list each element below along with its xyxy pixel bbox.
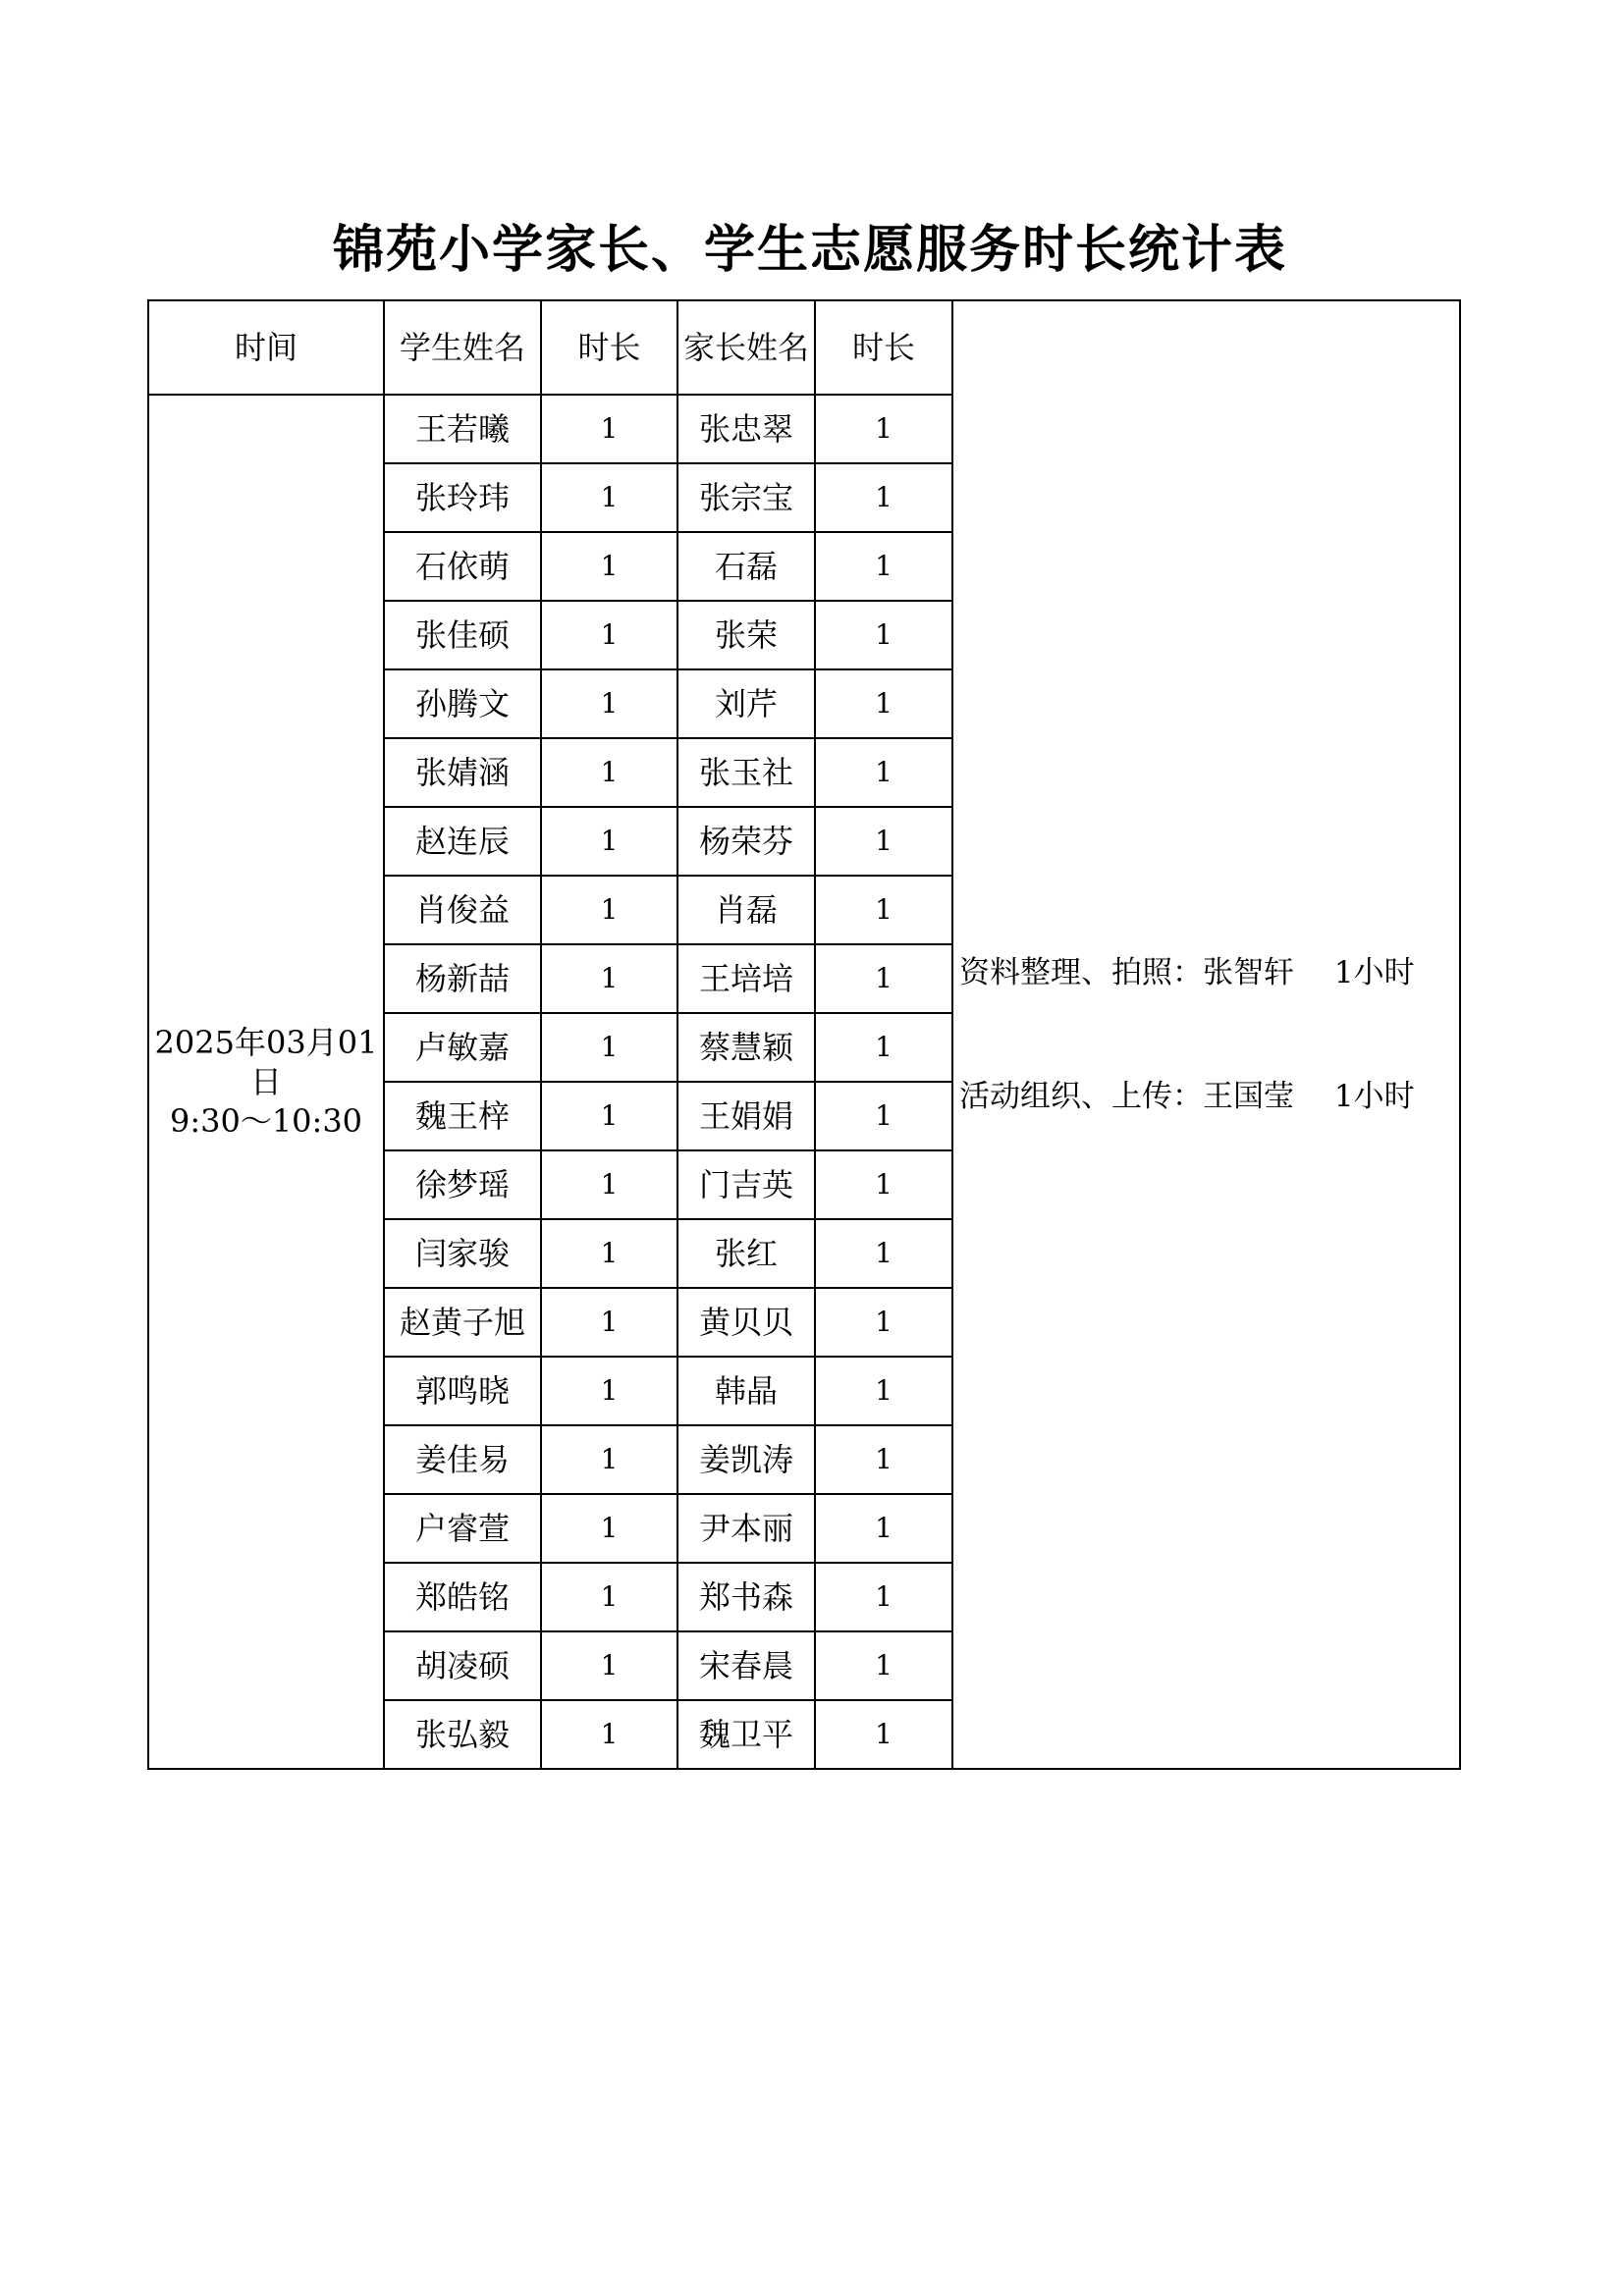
student-hours-cell: 1: [541, 1219, 677, 1288]
parent-name-cell: 王培培: [677, 944, 815, 1013]
parent-hours-cell: 1: [815, 944, 952, 1013]
parent-hours-cell: 1: [815, 1288, 952, 1357]
parent-hours-cell: 1: [815, 1013, 952, 1082]
student-hours-cell: 1: [541, 463, 677, 532]
parent-name-cell: 魏卫平: [677, 1700, 815, 1769]
student-name-cell: 赵黄子旭: [384, 1288, 541, 1357]
parent-hours-cell: 1: [815, 532, 952, 601]
student-hours-cell: 1: [541, 807, 677, 876]
student-hours-cell: 1: [541, 532, 677, 601]
parent-hours-cell: 1: [815, 1425, 952, 1494]
parent-hours-cell: 1: [815, 1219, 952, 1288]
parent-hours-cell: 1: [815, 1150, 952, 1219]
header-time: 时间: [148, 300, 384, 395]
student-hours-cell: 1: [541, 1425, 677, 1494]
parent-name-cell: 郑书森: [677, 1563, 815, 1631]
student-hours-cell: 1: [541, 1494, 677, 1563]
header-parent-hours: 时长: [815, 300, 952, 395]
parent-name-cell: 杨荣芬: [677, 807, 815, 876]
student-hours-cell: 1: [541, 738, 677, 807]
header-parent-name: 家长姓名: [677, 300, 815, 395]
session-time-line: 2025年03月01: [154, 1024, 378, 1061]
parent-name-cell: 张红: [677, 1219, 815, 1288]
parent-hours-cell: 1: [815, 738, 952, 807]
student-name-cell: 张佳硕: [384, 601, 541, 669]
parent-hours-cell: 1: [815, 395, 952, 463]
parent-name-cell: 张忠翠: [677, 395, 815, 463]
page-title: 锦苑小学家长、学生志愿服务时长统计表: [332, 221, 1287, 280]
student-name-cell: 姜佳易: [384, 1425, 541, 1494]
parent-name-cell: 姜凯涛: [677, 1425, 815, 1494]
student-name-cell: 胡凌硕: [384, 1631, 541, 1700]
parent-hours-cell: 1: [815, 601, 952, 669]
parent-name-cell: 石磊: [677, 532, 815, 601]
parent-hours-cell: 1: [815, 463, 952, 532]
student-name-cell: 王若曦: [384, 395, 541, 463]
parent-name-cell: 张玉社: [677, 738, 815, 807]
parent-name-cell: 黄贝贝: [677, 1288, 815, 1357]
parent-name-cell: 王娟娟: [677, 1082, 815, 1150]
session-time-cell: [148, 395, 384, 1769]
student-name-cell: 徐梦瑶: [384, 1150, 541, 1219]
student-name-cell: 卢敏嘉: [384, 1013, 541, 1082]
parent-hours-cell: 1: [815, 669, 952, 738]
parent-hours-cell: 1: [815, 1494, 952, 1563]
parent-name-cell: 张荣: [677, 601, 815, 669]
parent-name-cell: 韩晶: [677, 1357, 815, 1425]
student-hours-cell: 1: [541, 1288, 677, 1357]
student-name-cell: 户睿萱: [384, 1494, 541, 1563]
parent-name-cell: 蔡慧颖: [677, 1013, 815, 1082]
header-student-hours: 时长: [541, 300, 677, 395]
volunteer-hours-table: [147, 299, 1461, 1770]
note-line: 资料整理、拍照：张智轩 1小时: [959, 955, 1415, 990]
session-time-line: 9:30～10:30: [169, 1102, 363, 1140]
student-hours-cell: 1: [541, 944, 677, 1013]
student-hours-cell: 1: [541, 1150, 677, 1219]
student-name-cell: 魏王梓: [384, 1082, 541, 1150]
table-header-row: [148, 300, 1460, 395]
student-name-cell: 张弘毅: [384, 1700, 541, 1769]
student-name-cell: 张婧涵: [384, 738, 541, 807]
student-hours-cell: 1: [541, 601, 677, 669]
student-hours-cell: 1: [541, 1013, 677, 1082]
parent-name-cell: 宋春晨: [677, 1631, 815, 1700]
parent-name-cell: 门吉英: [677, 1150, 815, 1219]
header-student-name: 学生姓名: [384, 300, 541, 395]
student-hours-cell: 1: [541, 395, 677, 463]
parent-hours-cell: 1: [815, 807, 952, 876]
parent-hours-cell: 1: [815, 1563, 952, 1631]
student-hours-cell: 1: [541, 1357, 677, 1425]
student-hours-cell: 1: [541, 669, 677, 738]
student-hours-cell: 1: [541, 876, 677, 944]
parent-name-cell: 张宗宝: [677, 463, 815, 532]
note-line: 活动组织、上传：王国莹 1小时: [959, 1079, 1415, 1114]
parent-hours-cell: 1: [815, 1700, 952, 1769]
student-name-cell: 闫家骏: [384, 1219, 541, 1288]
student-name-cell: 赵连辰: [384, 807, 541, 876]
student-name-cell: 杨新喆: [384, 944, 541, 1013]
student-name-cell: 张玲玮: [384, 463, 541, 532]
parent-hours-cell: 1: [815, 1357, 952, 1425]
student-name-cell: 孙腾文: [384, 669, 541, 738]
student-name-cell: 郭鸣晓: [384, 1357, 541, 1425]
header-notes: [952, 300, 1460, 1769]
parent-hours-cell: 1: [815, 1082, 952, 1150]
parent-name-cell: 尹本丽: [677, 1494, 815, 1563]
student-name-cell: 石依萌: [384, 532, 541, 601]
student-name-cell: 郑皓铭: [384, 1563, 541, 1631]
student-hours-cell: 1: [541, 1700, 677, 1769]
session-time-line: 日: [249, 1063, 282, 1100]
student-name-cell: 肖俊益: [384, 876, 541, 944]
parent-name-cell: 刘芹: [677, 669, 815, 738]
parent-hours-cell: 1: [815, 1631, 952, 1700]
student-hours-cell: 1: [541, 1631, 677, 1700]
parent-name-cell: 肖磊: [677, 876, 815, 944]
student-hours-cell: 1: [541, 1563, 677, 1631]
student-hours-cell: 1: [541, 1082, 677, 1150]
parent-hours-cell: 1: [815, 876, 952, 944]
